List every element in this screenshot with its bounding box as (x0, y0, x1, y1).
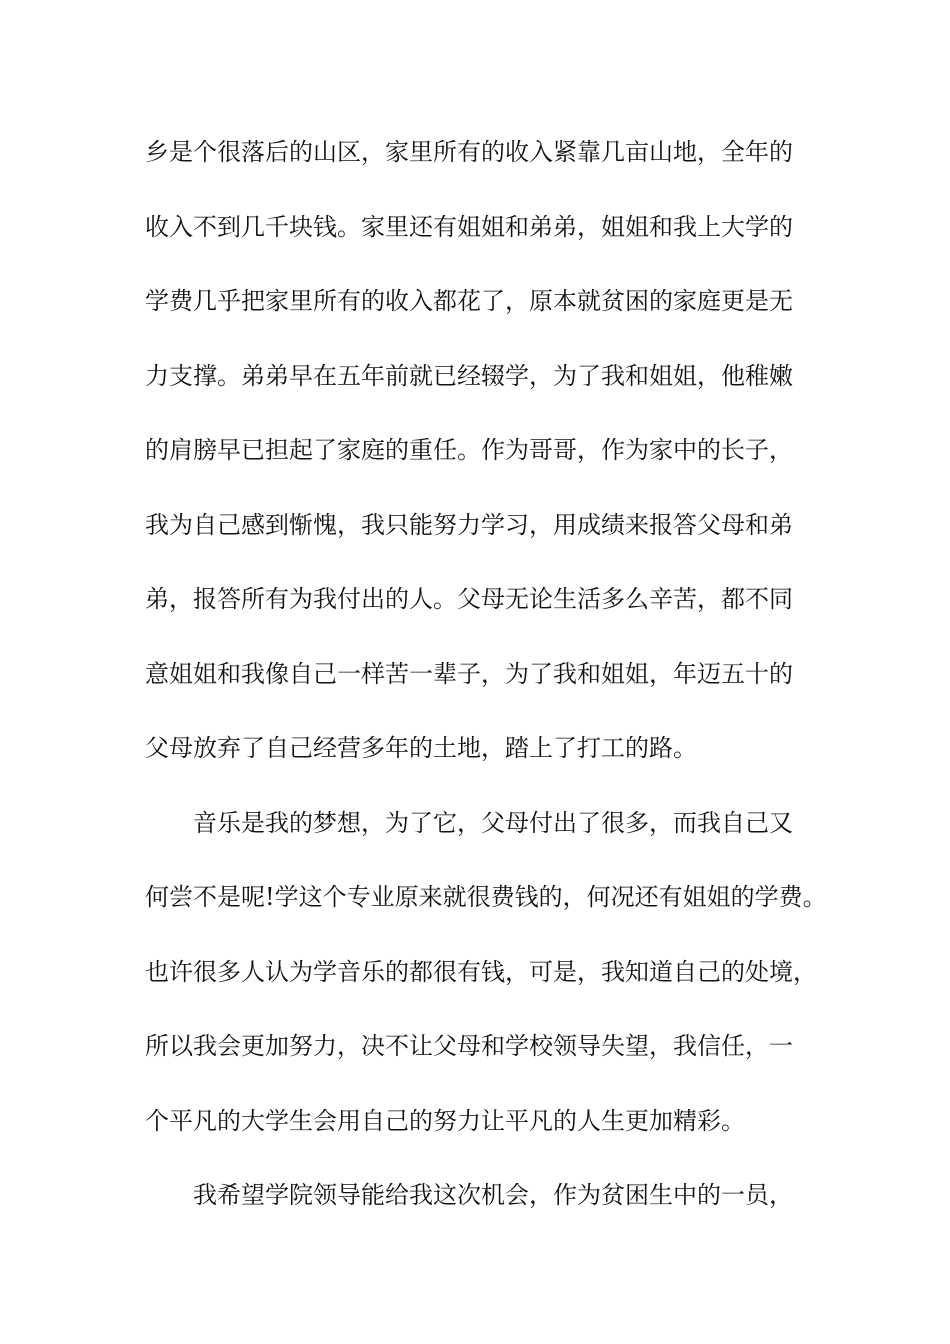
text-line: 父母放弃了自己经营多年的土地，踏上了打工的路。 (145, 734, 697, 762)
text-line: 学费几乎把家里所有的收入都花了，原本就贫困的家庭更是无 (145, 287, 793, 315)
text-line: 收入不到几千块钱。家里还有姐姐和弟弟，姐姐和我上大学的 (145, 212, 793, 241)
text-line: 也许很多人认为学音乐的都很有钱，可是，我知道自己的处境， (145, 957, 817, 986)
paragraph-start-line: 音乐是我的梦想，为了它，父母付出了很多，而我自己又 (193, 808, 793, 837)
text-line: 的肩膀早已担起了家庭的重任。作为哥哥，作为家中的长子， (145, 436, 793, 464)
text-line: 力支撑。弟弟早在五年前就已经辍学，为了我和姐姐，他稚嫩 (145, 361, 793, 390)
text-line: 乡是个很落后的山区，家里所有的收入紧靠几亩山地，全年的 (145, 138, 793, 166)
text-line: 意姐姐和我像自己一样苦一辈子，为了我和姐姐，年迈五十的 (145, 659, 793, 688)
text-line: 弟，报答所有为我付出的人。父母无论生活多么辛苦，都不同 (145, 585, 793, 613)
text-line: 我为自己感到惭愧，我只能努力学习，用成绩来报答父母和弟 (145, 510, 793, 539)
text-line: 个平凡的大学生会用自己的努力让平凡的人生更加精彩。 (145, 1106, 745, 1135)
body-text (145, 130, 835, 1248)
paragraph-start-line: 我希望学院领导能给我这次机会，作为贫困生中的一员， (193, 1181, 793, 1209)
text-line: 所以我会更加努力，决不让父母和学校领导失望，我信任，一 (145, 1032, 793, 1060)
text-line: 何尝不是呢!学这个专业原来就很费钱的，何况还有姐姐的学费。 (145, 883, 827, 911)
